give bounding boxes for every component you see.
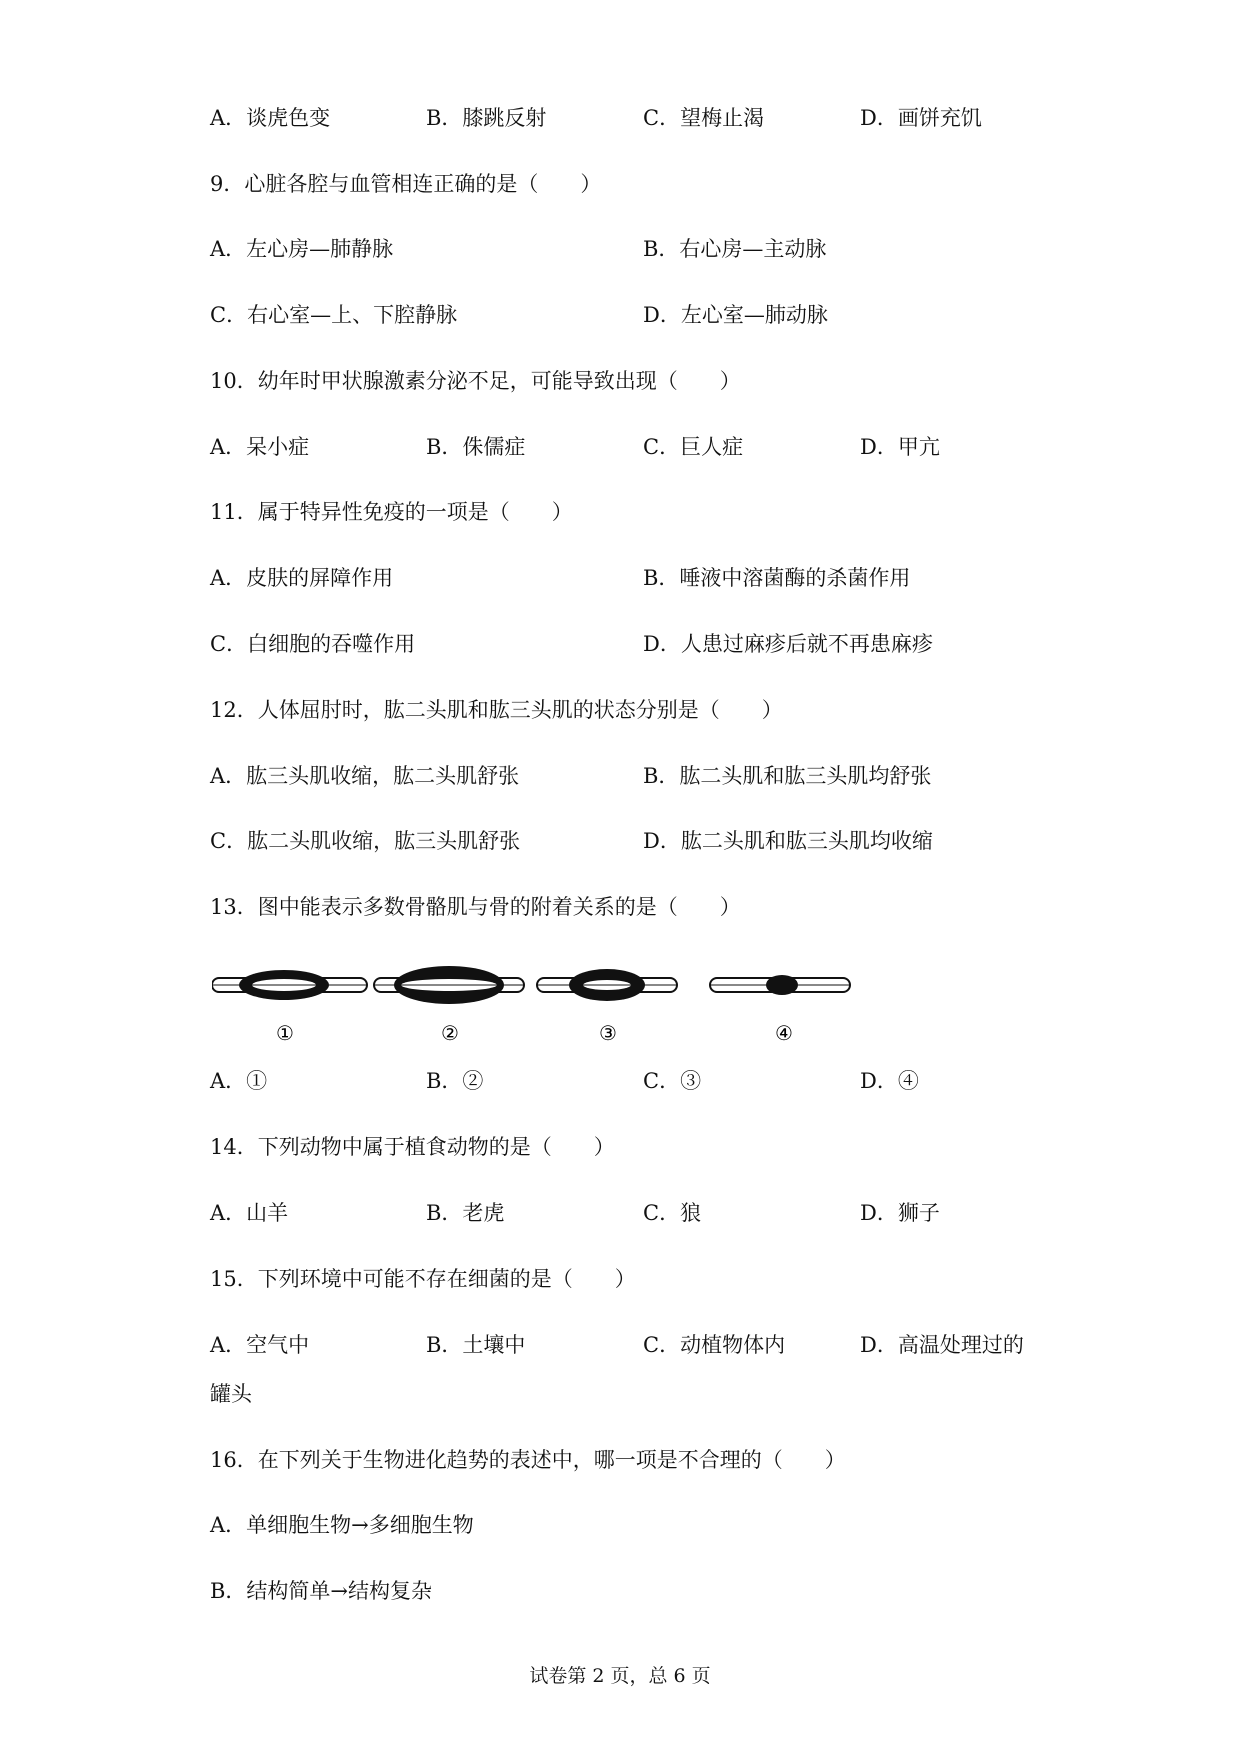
q10-option-b: B．侏儒症 [426, 435, 526, 459]
q16-option-a: A．单细胞生物→多细胞生物 [210, 1513, 474, 1537]
figure-diagram-2 [374, 966, 524, 1045]
q9-option-a: A．左心房—肺静脉 [210, 237, 394, 261]
q15-stem: 15．下列环境中可能不存在细菌的是（ ） [210, 1267, 636, 1291]
q12-stem: 12．人体屈肘时，肱二头肌和肱三头肌的状态分别是（ ） [210, 698, 783, 722]
figure-diagram-1 [212, 970, 367, 1045]
q9-stem: 9．心脏各腔与血管相连正确的是（ ） [210, 172, 602, 196]
q8-option-a: A．谈虎色变 [210, 106, 331, 130]
q8-option-d: D．画饼充饥 [860, 106, 982, 130]
q15-option-a: A．空气中 [210, 1333, 310, 1357]
q13-option-b: B．② [426, 1069, 484, 1093]
page-footer: 试卷第 2 页，总 6 页 [529, 1665, 711, 1687]
q15-option-b: B．土壤中 [426, 1333, 526, 1357]
q12-option-b: B．肱二头肌和肱三头肌均舒张 [643, 764, 932, 788]
q14-option-b: B．老虎 [426, 1201, 505, 1225]
q11-stem: 11．属于特异性免疫的一项是（ ） [210, 500, 573, 524]
muscle-bone-figure [212, 954, 912, 1050]
q15-option-c: C．动植物体内 [643, 1333, 786, 1357]
q9-option-d: D．左心室—肺动脉 [643, 303, 828, 327]
q11-option-d: D．人患过麻疹后就不再患麻疹 [643, 632, 933, 656]
q15-option-d-wrap: 罐头 [210, 1382, 252, 1406]
q13-option-d: D．④ [860, 1069, 919, 1093]
q12-option-c: C．肱二头肌收缩，肱三头肌舒张 [210, 829, 521, 853]
q14-stem: 14．下列动物中属于植食动物的是（ ） [210, 1135, 615, 1159]
figure-label-1: ① [276, 1021, 294, 1045]
q8-option-c: C．望梅止渴 [643, 106, 765, 130]
q8-option-b: B．膝跳反射 [426, 106, 547, 130]
q10-option-a: A．呆小症 [210, 435, 310, 459]
figure-label-2: ② [441, 1021, 459, 1045]
q14-option-d: D．狮子 [860, 1201, 940, 1225]
q10-option-c: C．巨人症 [643, 435, 744, 459]
figure-diagram-4 [710, 975, 850, 1045]
q9-option-b: B．右心房—主动脉 [643, 237, 827, 261]
q13-option-c: C．③ [643, 1069, 702, 1093]
figure-diagram-3 [537, 969, 677, 1045]
q13-option-a: A．① [210, 1069, 268, 1093]
q11-option-b: B．唾液中溶菌酶的杀菌作用 [643, 566, 911, 590]
q12-option-d: D．肱二头肌和肱三头肌均收缩 [643, 829, 933, 853]
figure-label-3: ③ [599, 1021, 617, 1045]
q16-stem: 16．在下列关于生物进化趋势的表述中，哪一项是不合理的（ ） [210, 1448, 846, 1472]
q12-option-a: A．肱三头肌收缩，肱二头肌舒张 [210, 764, 520, 788]
q15-option-d: D．高温处理过的 [860, 1333, 1024, 1357]
q10-option-d: D．甲亢 [860, 435, 940, 459]
q10-stem: 10．幼年时甲状腺激素分泌不足，可能导致出现（ ） [210, 369, 741, 393]
q9-option-c: C．右心室—上、下腔静脉 [210, 303, 458, 327]
q11-option-c: C．白细胞的吞噬作用 [210, 632, 416, 656]
figure-label-4: ④ [775, 1021, 793, 1045]
q11-option-a: A．皮肤的屏障作用 [210, 566, 394, 590]
q14-option-a: A．山羊 [210, 1201, 289, 1225]
q16-option-b: B．结构简单→结构复杂 [210, 1579, 433, 1603]
q14-option-c: C．狼 [643, 1201, 702, 1225]
q13-stem: 13．图中能表示多数骨骼肌与骨的附着关系的是（ ） [210, 895, 741, 919]
